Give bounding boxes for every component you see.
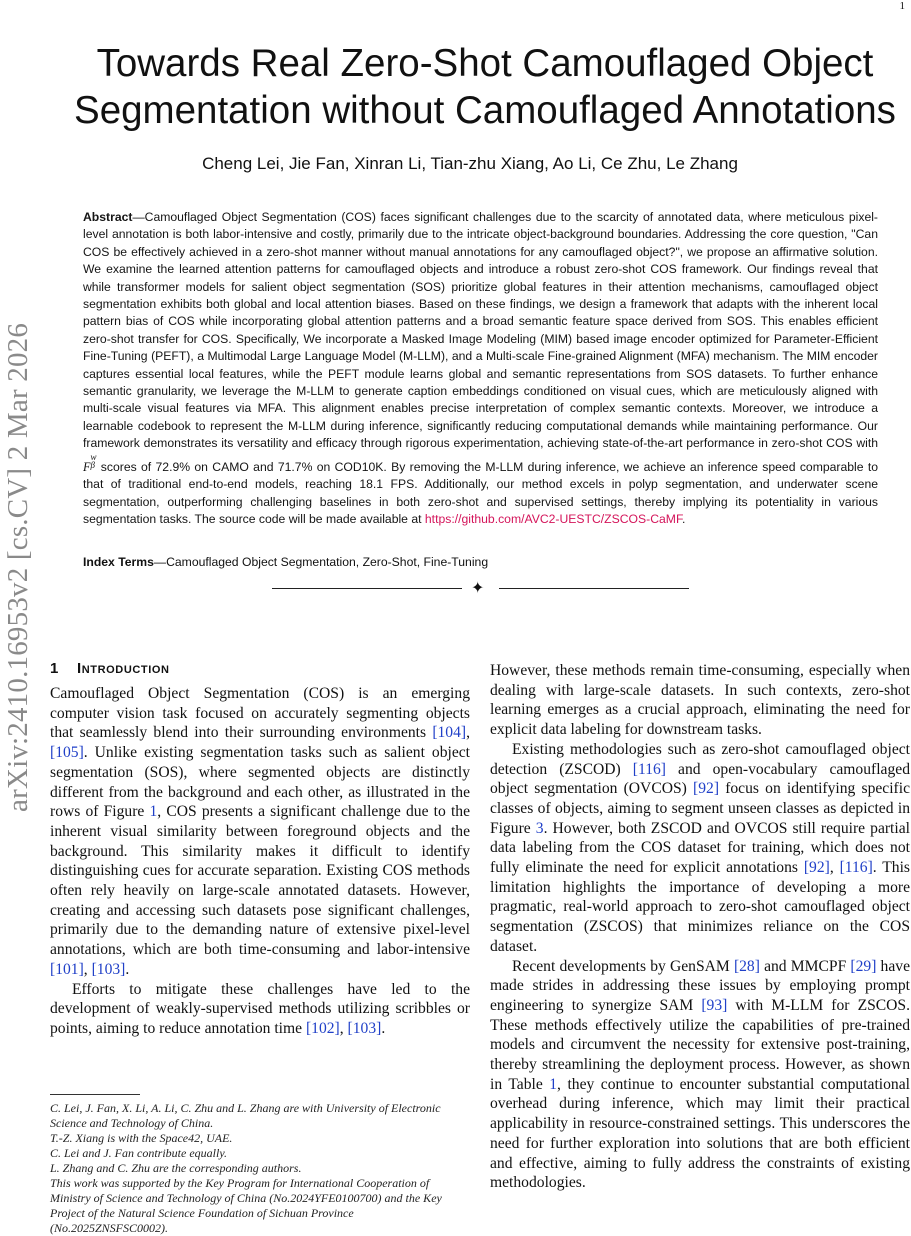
section-heading-introduction [50, 660, 170, 677]
figure-reference-link[interactable]: 1 [149, 803, 158, 821]
index-terms-text: —Camouflaged Object Segmentation, Zero-Shot, Fine-Tuning [153, 555, 489, 569]
left-column [50, 684, 470, 1039]
citation-link[interactable]: [29] [850, 957, 877, 975]
intro-paragraph-1: Camouflaged Object Segmentation (COS) is an emerging computer vision task focused on accurately segmenting objects that seamlessly blend into their surrounding environments [104], [105]. Unlike existing segmentation tasks such as salient object segmentation (SOS), where segmented objects are distinctly different from the background and each other, as illustrated in the rows of Figure 1, COS presents a significant challenge due to the inherent visual similarity between foreground objects and the background. This similarity makes it difficult to identify distinguishing cues for accurate separation. Existing COS methods often rely heavily on large-scale annotated datasets. However, creating and accessing such datasets pose significant challenges, primarily due to the demanding nature of extensive pixel-level annotations, which are both time-consuming and labor-intensive [101], [103]. [50, 685, 471, 978]
table-reference-link[interactable]: 1 [549, 1075, 558, 1093]
footnote-affiliation-2: T.-Z. Xiang is with the Space42, UAE. [50, 1131, 233, 1145]
footnote-affiliation: C. Lei, J. Fan, X. Li, A. Li, C. Zhu and L. Zhang are with University of Electronic Science and Technology of China. [50, 1101, 441, 1130]
metric-superscript: w [90, 451, 97, 462]
footnotes [50, 1101, 471, 1236]
metric-subscript: β [90, 459, 95, 470]
footnote-rule [50, 1094, 140, 1095]
figure-reference-link[interactable]: 3 [535, 819, 544, 837]
citation-link[interactable]: [93] [701, 996, 728, 1014]
section-number: 1 [50, 660, 59, 677]
index-terms-label: Index Terms [83, 555, 154, 569]
abstract [83, 209, 878, 528]
paper-title [40, 40, 911, 134]
intro-paragraph-5: Recent developments by GenSAM [28] and MMCPF [29] have made strides in addressing these issues by employing prompt engineering to synergize SAM [93] with M-LLM for ZSCOS. These methods effectively utilize the capabilities of pre-trained models and circumvent the necessity for extensive post-training, thereby streamlining the deployment process. However, as shown in Table 1, they continue to encounter substantial computational overhead during inference, which may limit their practical applicability in resource-constrained settings. This underscores the need for further exploration into solutions that are both efficient and effective, aiming to fully address the constraints of existing methodologies. [490, 957, 910, 1192]
source-code-link[interactable]: https://github.com/AVC2-UESTC/ZSCOS-CaMF [424, 511, 683, 526]
citation-link[interactable]: [104] [432, 724, 467, 742]
separator-diamond-icon: ✦ [471, 578, 485, 597]
citation-link[interactable]: [103] [91, 960, 126, 978]
metric-symbol: F w β [83, 451, 97, 474]
abstract-text-1: —Camouflaged Object Segmentation (COS) faces significant challenges due to the scarcity of annotated data, where meticulous pixel-level annotation is both labor-intensive and costly, primarily due to the intricate object-background boundaries. Addressing the core question, "Can COS be effectively achieved in a zero-shot manner without manual annotations for any camouflaged object?", we propose an affirmative solution. We examine the learned attention patterns for camouflaged objects and introduce a robust zero-shot COS framework. Our findings reveal that while transformer models for salient object segmentation (SOS) prioritize global features in their attention mechanisms, camouflaged object segmentation exhibits both global and local attention biases. Based on these findings, we design a framework that adapts with the inherent local pattern bias of COS while incorporating global attention patterns and a broad semantic feature space derived from SOS. This enables efficient zero-shot transfer for COS. Specifically, We incorporate a Masked Image Modeling (MIM) based image encoder optimized for Parameter-Efficient Fine-Tuning (PEFT), a Multimodal Large Language Model (M-LLM), and a Multi-scale Fine-grained Alignment (MFA) mechanism. The MIM encoder captures essential local features, while the PEFT module learns global and semantic representations from SOS datasets. To further enhance semantic granularity, we leverage the M-LLM to generate caption embeddings conditioned on visual cues, which are meticulously aligned with multi-scale visual features via MFA. This alignment enables precise interpretation of complex semantic contexts. Moreover, we introduce a learnable codebook to represent the M-LLM during inference, significantly reducing computational demands while maintaining performance. Our framework demonstrates its versatility and efficacy through rigorous experimentation, achieving state-of-the-art performance in zero-shot COS with [83, 210, 878, 451]
citation-link[interactable]: [92] [693, 780, 720, 798]
abstract-text-2: scores of 72.9% on CAMO and 71.7% on COD10K. By removing the M-LLM during inference, we achieve an inference speed comparable to that of traditional end-to-end models, reaching 18.1 FPS. Additionally, our method excels in polyp segmentation, and underwater scene segmentation, outperforming challenging baselines in both zero-shot and supervised settings, thereby implying its potentiality in various segmentation tasks. The source code will be made available at [83, 459, 878, 526]
title-line-2: Segmentation without Camouflaged Annotations [74, 89, 896, 132]
citation-link[interactable]: [28] [733, 957, 760, 975]
intro-paragraph-2: Efforts to mitigate these challenges have led to the development of weakly-supervised methods utilizing scribbles or points, aiming to reduce annotation time [102], [103]. [50, 980, 470, 1037]
page-number: 1 [899, 0, 905, 12]
citation-link[interactable]: [92] [803, 859, 830, 877]
section-title: Introduction [76, 660, 170, 677]
abstract-end: . [682, 511, 686, 526]
footnote-corresponding-authors: L. Zhang and C. Zhu are the corresponding authors. [50, 1161, 302, 1175]
abstract-label: Abstract [83, 210, 133, 224]
citation-link[interactable]: [103] [347, 1019, 382, 1037]
footnote-funding: This work was supported by the Key Program for International Cooperation of Ministry of Science and Technology of China (No.2024YFE0100700) and the Key Project of the Natural Science Foundation of Sichuan Province (No.2025ZNSFSC0002). [50, 1176, 442, 1235]
citation-link[interactable]: [116] [632, 760, 666, 778]
citation-link[interactable]: [102] [305, 1019, 340, 1037]
arxiv-identifier-stamp: arXiv:2410.16953v2 [cs.CV] 2 Mar 2026 [2, 322, 34, 812]
author-list: Cheng Lei, Jie Fan, Xinran Li, Tian-zhu Xiang, Ao Li, Ce Zhu, Le Zhang [202, 154, 738, 173]
footnote-equal-contribution: C. Lei and J. Fan contribute equally. [50, 1146, 227, 1160]
title-line-1: Towards Real Zero-Shot Camouflaged Object [96, 42, 874, 85]
citation-link[interactable]: [116] [839, 859, 873, 877]
separator-rule-right [499, 588, 689, 589]
right-column [490, 661, 910, 1193]
separator-rule-left [272, 588, 462, 589]
intro-paragraph-4: Existing methodologies such as zero-shot camouflaged object detection (ZSCOD) [116] and open-vocabulary camouflaged object segmentation (OVCOS) [92] focus on identifying specific classes of objects, aiming to segment unseen classes as depicted in Figure 3. However, both ZSCOD and OVCOS still require partial data labeling from the COS dataset for training, which does not fully eliminate the need for explicit annotations [92], [116]. This limitation highlights the importance of developing a more pragmatic, real-world approach to zero-shot camouflaged object segmentation (ZSCOS) that minimizes reliance on the COS dataset. [490, 740, 911, 955]
intro-paragraph-3: However, these methods remain time-consuming, especially when dealing with large-scale datasets. In such contexts, zero-shot learning emerges as a crucial approach, eliminating the need for explicit data labeling for downstream tasks. [490, 662, 910, 739]
citation-link[interactable]: [105] [50, 744, 84, 762]
index-terms [83, 555, 878, 569]
citation-link[interactable]: [101] [50, 960, 84, 978]
